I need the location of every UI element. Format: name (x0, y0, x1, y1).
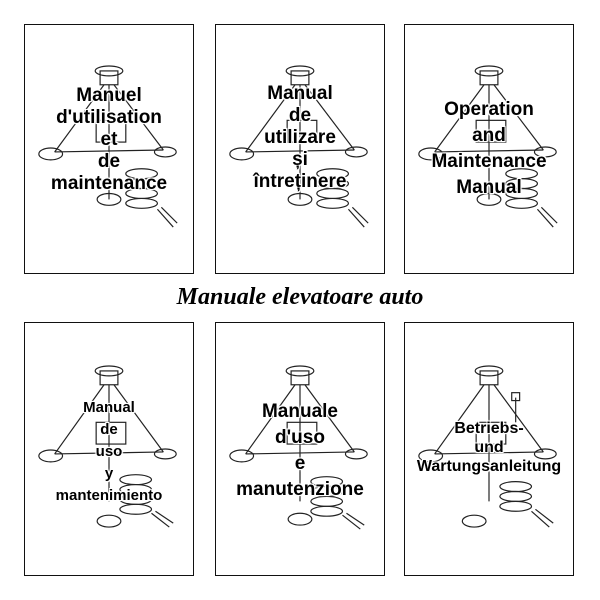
manual-title: Manuel d'utilisation et de maintenance (50, 85, 168, 194)
page-caption: Manuale elevatoare auto (176, 284, 424, 310)
manual-cover-spanish[interactable] (24, 322, 194, 576)
manual-cover-romanian[interactable] (215, 24, 385, 274)
manual-cover-italian[interactable] (215, 322, 385, 576)
manual-title: Operation and Maintenance Manual (431, 99, 547, 198)
manual-title: Manual de utilizare și întreținere (253, 83, 347, 192)
manual-cover-english[interactable] (404, 24, 574, 274)
manual-cover-french[interactable] (24, 24, 194, 274)
manual-cover-german[interactable] (404, 322, 574, 576)
manual-title: Manuale d'uso e manutenzione (236, 401, 364, 500)
manual-title: Manual de uso y mantenimiento (55, 399, 163, 504)
manual-title: Betriebs- und Wartungsanleitung (416, 420, 562, 475)
